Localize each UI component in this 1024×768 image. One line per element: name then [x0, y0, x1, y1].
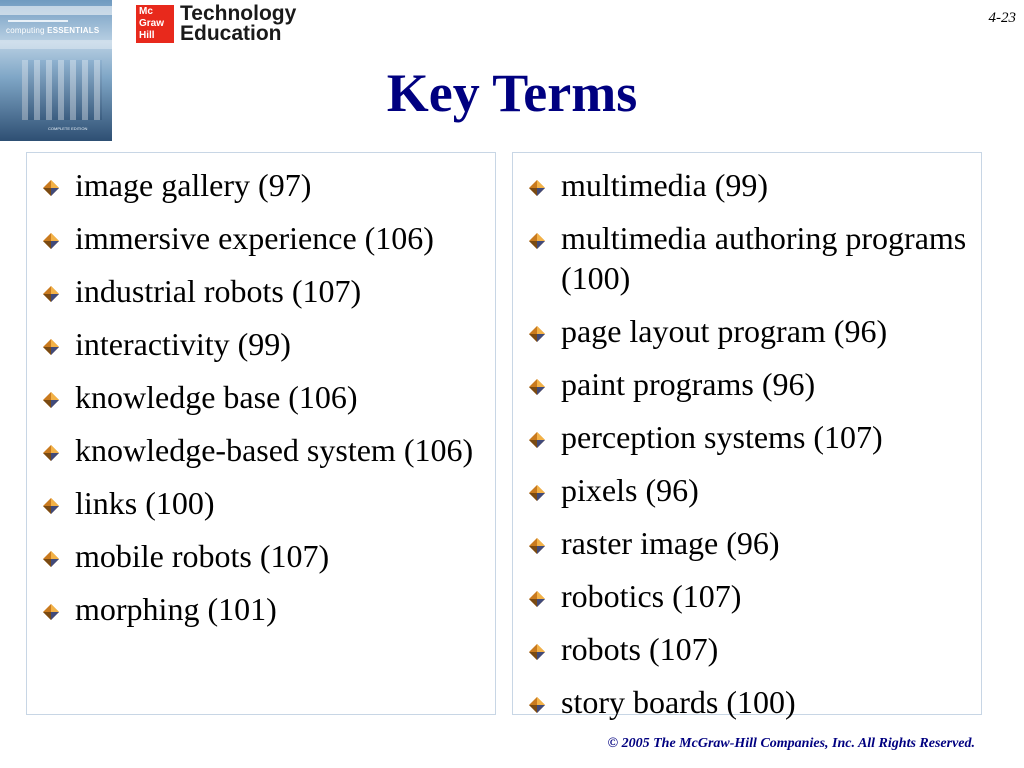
key-term-item [27, 218, 495, 258]
key-term-text: knowledge-based system (106) [75, 432, 474, 468]
publisher-mark-line: Graw [139, 18, 165, 29]
diamond-bullet-icon [529, 485, 545, 501]
key-term-item [513, 364, 981, 404]
key-term-text: robotics (107) [561, 578, 742, 614]
key-term-item [513, 576, 981, 616]
diamond-bullet-icon [43, 339, 59, 355]
key-term-text: robots (107) [561, 631, 719, 667]
key-term-item [513, 165, 981, 205]
key-term-item [513, 523, 981, 563]
key-term-text: story boards (100) [561, 684, 796, 720]
terms-list-right [513, 153, 981, 722]
terms-panel-right [512, 152, 982, 720]
book-cover-edition: COMPLETE EDITION [48, 126, 88, 131]
key-term-item [27, 483, 495, 523]
key-term-text: multimedia (99) [561, 167, 769, 203]
diamond-bullet-icon [529, 538, 545, 554]
key-term-text: morphing (101) [75, 591, 277, 627]
key-term-text: page layout program (96) [561, 313, 888, 349]
key-term-item [27, 324, 495, 364]
diamond-bullet-icon [43, 551, 59, 567]
key-term-text: image gallery (97) [75, 167, 312, 203]
diamond-bullet-icon [43, 180, 59, 196]
diamond-bullet-icon [43, 445, 59, 461]
key-term-item [513, 629, 981, 669]
key-term-text: mobile robots (107) [75, 538, 330, 574]
key-term-text: perception systems (107) [561, 419, 883, 455]
diamond-bullet-icon [43, 392, 59, 408]
key-term-item [27, 377, 495, 417]
diamond-bullet-icon [529, 432, 545, 448]
key-term-text: paint programs (96) [561, 366, 816, 402]
publisher-logo-text [180, 4, 296, 44]
key-term-text: multimedia authoring programs (100) [561, 220, 967, 296]
key-term-item [513, 470, 981, 510]
page-title: Key Terms [386, 63, 638, 123]
key-term-text: interactivity (99) [75, 326, 291, 362]
diamond-bullet-icon [529, 326, 545, 342]
key-term-item [513, 417, 981, 457]
key-term-item [513, 218, 981, 298]
key-term-text: industrial robots (107) [75, 273, 362, 309]
key-term-item [27, 589, 495, 629]
diamond-bullet-icon [43, 233, 59, 249]
diamond-bullet-icon [529, 233, 545, 249]
key-term-text: pixels (96) [561, 472, 699, 508]
terms-panel-left [26, 152, 496, 715]
diamond-bullet-icon [43, 286, 59, 302]
key-term-text: knowledge base (106) [75, 379, 358, 415]
diamond-bullet-icon [529, 379, 545, 395]
publisher-mark-line: Mc [139, 6, 153, 17]
key-term-item [513, 682, 981, 722]
key-term-text: raster image (96) [561, 525, 780, 561]
key-term-text: immersive experience (106) [75, 220, 434, 256]
publisher-name-line: Technology [180, 2, 297, 25]
key-term-item [27, 271, 495, 311]
diamond-bullet-icon [529, 180, 545, 196]
diamond-bullet-icon [529, 697, 545, 713]
key-term-text: links (100) [75, 485, 215, 521]
publisher-name-line: Education [180, 22, 282, 45]
key-term-item [513, 311, 981, 351]
page-number: 4-23 [988, 10, 1016, 26]
diamond-bullet-icon [529, 591, 545, 607]
copyright-footer: © 2005 The McGraw-Hill Companies, Inc. All Rights Reserved. [607, 736, 975, 751]
book-cover-title [6, 26, 99, 35]
diamond-bullet-icon [43, 498, 59, 514]
book-cover-title-prefix: computing [6, 26, 45, 35]
diamond-bullet-icon [43, 604, 59, 620]
publisher-logo-mark [136, 5, 174, 43]
terms-list-left [27, 153, 495, 629]
key-term-item [27, 536, 495, 576]
book-cover-title-emphasis: ESSENTIALS [47, 26, 100, 35]
key-term-item [27, 165, 495, 205]
key-term-item [27, 430, 495, 470]
diamond-bullet-icon [529, 644, 545, 660]
publisher-mark-line: Hill [139, 30, 155, 41]
